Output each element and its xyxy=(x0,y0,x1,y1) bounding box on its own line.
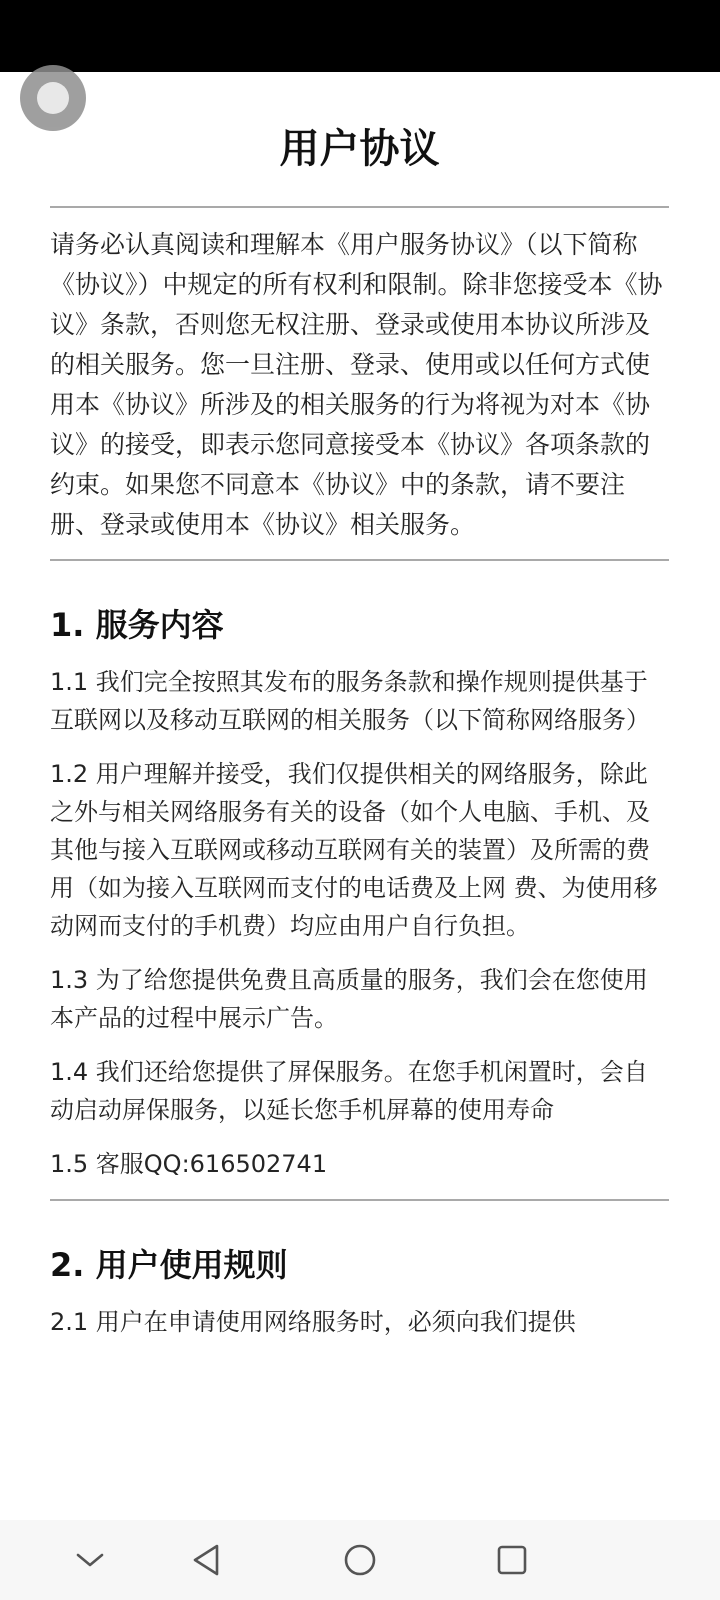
clause-1-3: 1.3 为了给您提供免费且高质量的服务，我们会在您使用本产品的过程中展示广告。 xyxy=(50,966,648,1032)
floating-assistant-ball[interactable] xyxy=(20,65,86,131)
divider xyxy=(50,559,669,561)
intro-paragraph: 请务必认真阅读和理解本《用户服务协议》（以下简称《协议》）中规定的所有权利和限制。除非您接受本《协议》条款，否则您无权注册、登录或使用本协议所涉及的相关服务。您一旦注册、登录、使用或以任何方式使用本《协议》所涉及的相关服务的行为将视为对本《协议》的接受，即表示您同意接受本《协议》各项条款的约束。如果您不同意本《协议》中的条款，请不要注册、登录或使用本《协议》相关服务。 xyxy=(50,230,663,539)
square-recents-icon[interactable] xyxy=(490,1538,534,1582)
triangle-back-icon[interactable] xyxy=(184,1538,228,1582)
clause-1-1: 1.1 我们完全按照其发布的服务条款和操作规则提供基于互联网以及移动互联网的相关服务（以下简称网络服务） xyxy=(50,668,650,734)
section-title-service-content: 1. 服务内容 xyxy=(50,606,224,644)
clause-1-5: 1.5 客服QQ:616502741 xyxy=(50,1150,328,1178)
divider xyxy=(50,1199,669,1201)
divider xyxy=(50,206,669,208)
circle-home-icon[interactable] xyxy=(338,1538,382,1582)
chevron-down-icon[interactable] xyxy=(68,1538,112,1582)
clause-2-1-partial: 2.1 用户在申请使用网络服务时，必须向我们提供 xyxy=(50,1308,576,1336)
system-navigation-bar xyxy=(0,1520,720,1600)
agreement-content[interactable] xyxy=(50,72,669,1341)
clause-1-4: 1.4 我们还给您提供了屏保服务。在您手机闲置时，会自动启动屏保服务，以延长您手机屏幕的使用寿命 xyxy=(50,1058,648,1124)
status-bar xyxy=(0,0,720,72)
section-title-usage-rules: 2. 用户使用规则 xyxy=(50,1246,288,1284)
clause-1-2: 1.2 用户理解并接受，我们仅提供相关的网络服务，除此之外与相关网络服务有关的设备（如个人电脑、手机、及其他与接入互联网或移动互联网有关的装置）及所需的费用（如为接入互联网而支付的电话费及上网 费、为使用移动网而支付的手机费）均应由用户自行负担。 xyxy=(50,760,658,940)
page-title: 用户协议 xyxy=(279,126,440,172)
